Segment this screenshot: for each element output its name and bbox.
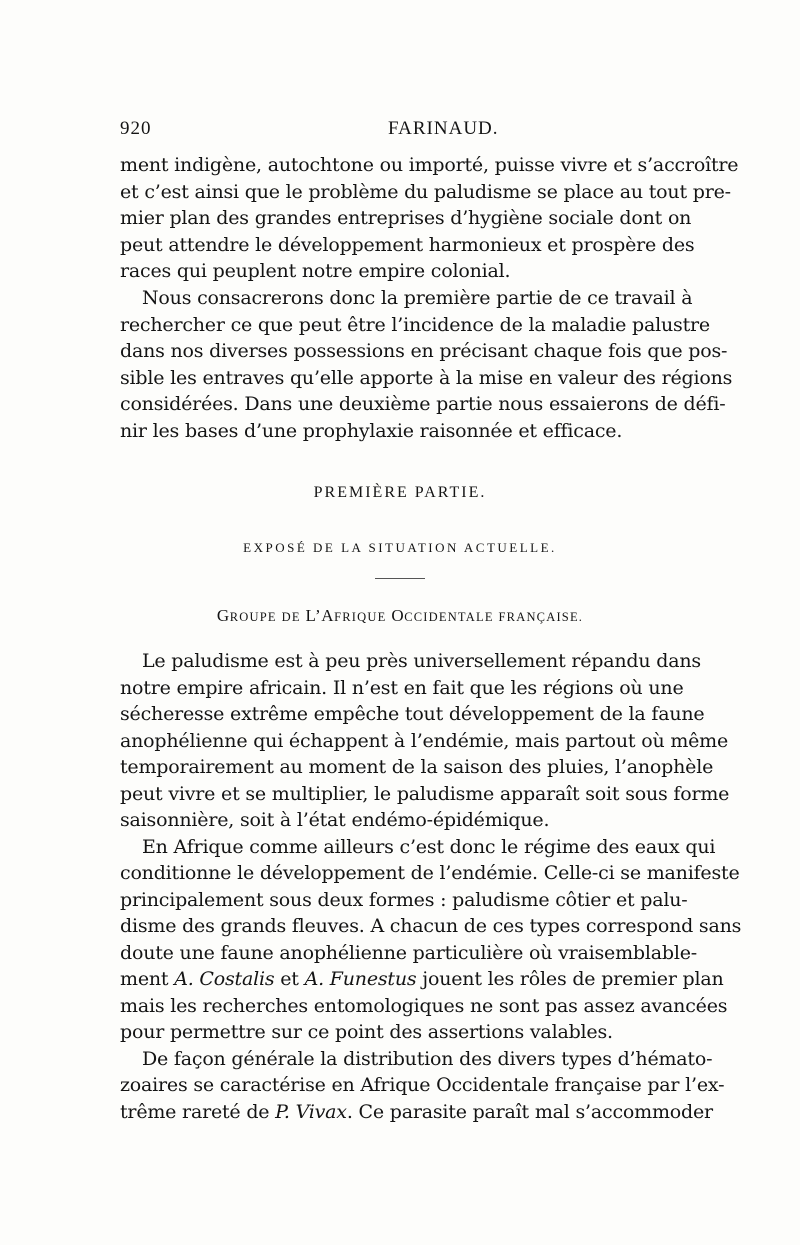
text-line: principalement sous deux formes : paludisme côtier et palu- [120,888,688,911]
text-line: zoaires se caractérise en Afrique Occidentale française par l’ex- [120,1074,725,1096]
text-line: peut attendre le développement harmonieux et prospère des [120,233,695,256]
group-title-initial: O [391,606,405,625]
running-title: FARINAUD. [388,118,499,139]
text-line: mier plan des grandes entreprises d’hygiène sociale dont on [120,207,692,229]
page-header [120,118,680,142]
text-line: nir les bases d’une prophylaxie raisonnée et efficace. [120,419,623,442]
text-line: sécheresse extrême empêche tout développement de la faune [120,703,705,725]
text-line: notre empire africain. Il n’est en fait que les régions où une [120,676,684,699]
text-line-with-species [120,1099,713,1126]
text-line: doute une faune anophélienne particulière où vraisemblable- [120,941,697,964]
text-line: anophélienne qui échappent à l’endémie, mais partout où même [120,729,729,752]
paragraph-continued [120,152,739,285]
species-name: A. Costalis [174,968,275,990]
text-line: saisonnière, soit à l’état endémo-épidémique. [120,809,550,831]
text-span: et [274,968,305,990]
text-line: sible les entraves qu’elle apporte à la mise en valeur des régions [120,366,733,389]
text-line: races qui peuplent notre empire colonial. [120,260,511,282]
text-span: trême rareté de [120,1100,276,1123]
group-title-prefix: L’ [305,606,322,625]
species-name: A. Funestus [304,968,417,990]
group-title-initial: G [216,606,230,625]
text-line: conditionne le développement de l’endémie. Celle-ci se manifeste [120,862,740,884]
paragraph-3 [120,1046,725,1126]
paragraph-1 [120,648,730,834]
text-line: De façon générale la distribution des divers types d’hémato- [142,1047,713,1070]
group-title-word: FRANÇAISE. [498,610,584,624]
group-title [0,606,800,626]
text-line: rechercher ce que peut être l’incidence de la maladie palustre [120,313,710,336]
species-name: P. Vivax [275,1100,347,1123]
text-line: et c’est ainsi que le problème du paludisme se place au tout pre- [120,180,731,203]
section-title: EXPOSÉ DE LA SITUATION ACTUELLE. [243,540,557,555]
divider-rule [375,578,425,579]
text-line: peut vivre et se multiplier, le paludisme apparaît soit sous forme [120,782,730,805]
group-title-initial: A [321,606,335,625]
paragraph-2 [120,834,742,1046]
text-line: Nous consacrerons donc la première partie de ce travail à [142,287,693,309]
paragraph-intro [120,285,733,444]
part-title: PREMIÈRE PARTIE. [313,484,487,501]
text-span: jouent les rôles de premier plan [416,968,724,990]
text-line: mais les recherches entomologiques ne sont pas assez avancées [120,994,728,1017]
page-number: 920 [120,118,152,139]
text-line: En Afrique comme ailleurs c’est donc le régime des eaux qui [142,835,716,858]
group-title-word: CCIDENTALE [404,610,494,624]
text-line: pour permettre sur ce point des assertions valables. [120,1021,613,1043]
text-line: ment indigène, autochtone ou importé, puisse vivre et s’accroître [120,154,739,176]
text-span: . Ce parasite paraît mal s’accommoder [346,1100,713,1123]
text-line: temporairement au moment de la saison des pluies, l’anophèle [120,756,714,778]
text-line: dans nos diverses possessions en précisant chaque fois que pos- [120,340,728,362]
group-title-word: FRIQUE [334,610,387,624]
text-line: disme des grands fleuves. A chacun de ces types correspond sans [120,915,742,937]
group-title-word: DE [281,610,301,624]
group-title-word: ROUPE [229,610,277,624]
text-span: ment [120,968,175,990]
text-line: Le paludisme est à peu près universellement répandu dans [142,650,701,672]
text-line-with-species [120,966,724,993]
text-line: considérées. Dans une deuxième partie nous essaierons de défi- [120,393,726,415]
